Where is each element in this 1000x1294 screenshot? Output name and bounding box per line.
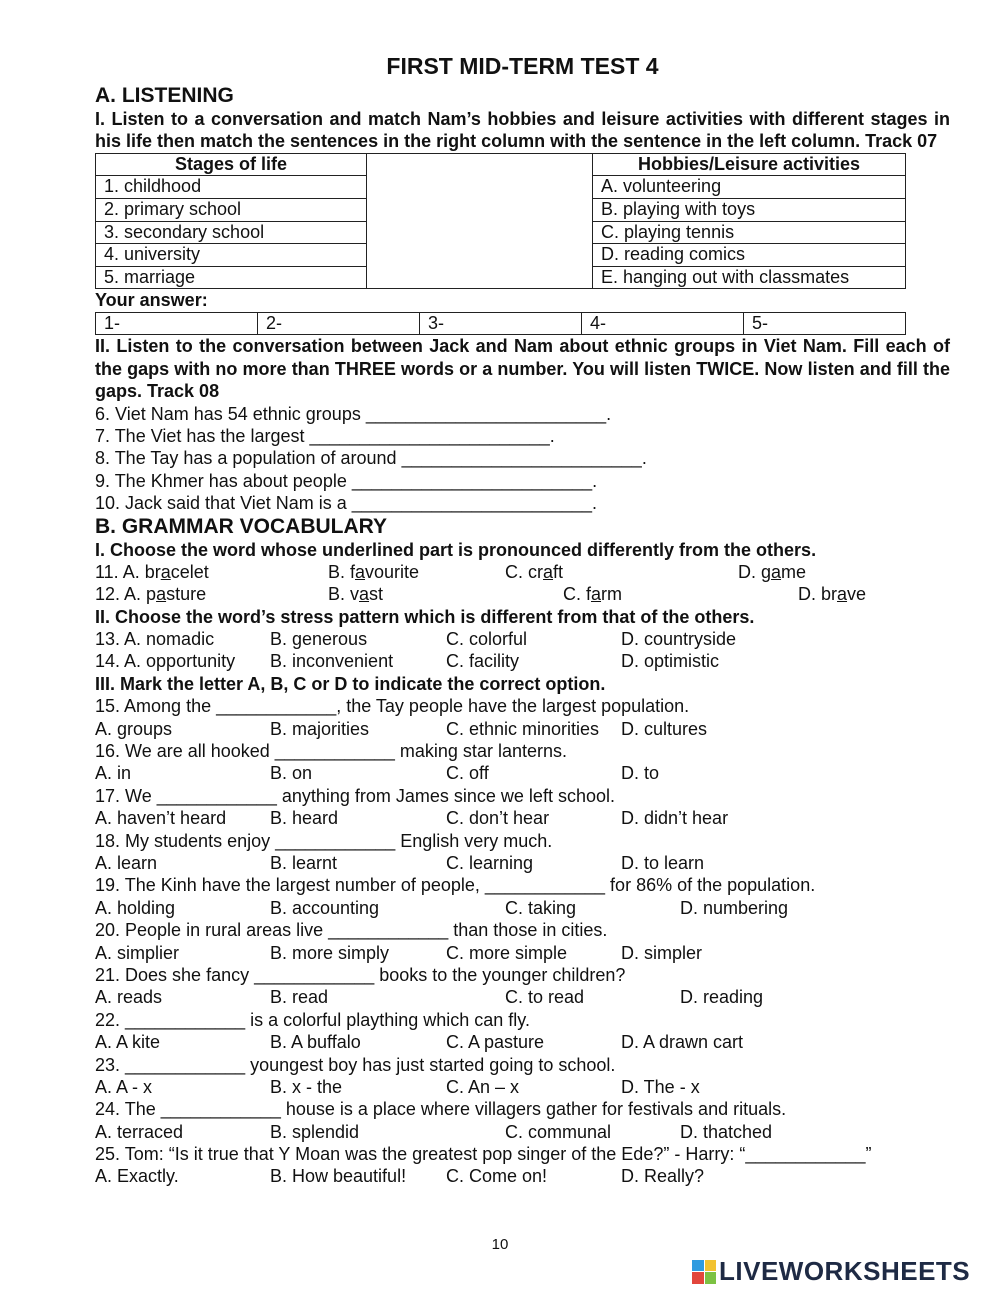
option-b[interactable]: B. more simply bbox=[270, 942, 390, 963]
option-a[interactable]: A. A kite bbox=[95, 1032, 161, 1053]
answer-field-4[interactable]: 4- bbox=[582, 312, 744, 335]
question-options bbox=[95, 807, 950, 829]
option-d[interactable]: D. reading bbox=[680, 987, 764, 1008]
question-stem: 25. Tom: “Is it true that Y Moan was the greatest pop singer of the Ede?” - Harry: “____________” bbox=[95, 1144, 872, 1165]
option-c[interactable]: C. don’t hear bbox=[446, 808, 550, 829]
option-b[interactable]: B. vast bbox=[328, 584, 384, 605]
question-options bbox=[95, 897, 950, 919]
option-a[interactable]: A. terraced bbox=[95, 1121, 184, 1142]
question-14 bbox=[95, 650, 950, 672]
question-12 bbox=[95, 583, 950, 605]
question-stem: 19. The Kinh have the largest number of people, ____________ for 86% of the population. bbox=[95, 875, 816, 896]
answer-field-2[interactable]: 2- bbox=[258, 312, 420, 335]
activity-item: C. playing tennis bbox=[593, 221, 906, 244]
option-a[interactable]: A. simplier bbox=[95, 942, 180, 963]
option-b[interactable]: B. How beautiful! bbox=[270, 1166, 407, 1187]
gap-fill-question[interactable]: 6. Viet Nam has 54 ethnic groups ________________________. bbox=[95, 403, 612, 424]
option-d[interactable]: D. thatched bbox=[680, 1121, 773, 1142]
option-a[interactable]: A. A - x bbox=[95, 1076, 153, 1097]
your-answer-label: Your answer: bbox=[95, 290, 208, 311]
option-b[interactable]: B. inconvenient bbox=[270, 651, 394, 672]
option-b[interactable]: B. accounting bbox=[270, 897, 380, 918]
matching-table bbox=[95, 153, 906, 290]
option-a[interactable]: A. reads bbox=[95, 987, 163, 1008]
gap-fill-question[interactable]: 8. The Tay has a population of around ________________________. bbox=[95, 448, 647, 469]
option-c[interactable]: C. more simple bbox=[446, 942, 568, 963]
option-c[interactable]: C. An – x bbox=[446, 1076, 520, 1097]
option-a[interactable]: A. holding bbox=[95, 897, 176, 918]
option-a[interactable]: A. Exactly. bbox=[95, 1166, 179, 1187]
option-c[interactable]: C. craft bbox=[505, 561, 564, 582]
question-options bbox=[95, 1076, 950, 1098]
option-d[interactable]: D. to bbox=[621, 763, 660, 784]
option-b[interactable]: B. heard bbox=[270, 808, 339, 829]
multiple-choice-instruction: III. Mark the letter A, B, C or D to indicate the correct option. bbox=[95, 673, 606, 694]
option-b[interactable]: B. favourite bbox=[328, 561, 420, 582]
option-b[interactable]: B. on bbox=[270, 763, 313, 784]
option-d[interactable]: D. The - x bbox=[621, 1076, 700, 1097]
stage-item: 3. secondary school bbox=[96, 221, 367, 244]
question-stem: 22. ____________ is a colorful plaything which can fly. bbox=[95, 1009, 530, 1030]
option-a[interactable]: A. in bbox=[95, 763, 132, 784]
option-d[interactable]: D. A drawn cart bbox=[621, 1032, 744, 1053]
option-b[interactable]: B. generous bbox=[270, 629, 368, 650]
logo-square bbox=[705, 1272, 717, 1284]
option-d[interactable]: D. countryside bbox=[621, 629, 737, 650]
option-c[interactable]: C. ethnic minorities bbox=[446, 718, 600, 739]
section-a-heading: A. LISTENING bbox=[95, 84, 234, 107]
option-b[interactable]: B. x - the bbox=[270, 1076, 343, 1097]
question-13 bbox=[95, 628, 950, 650]
option-c[interactable]: C. Come on! bbox=[446, 1166, 548, 1187]
question-stem: 24. The ____________ house is a place where villagers gather for festivals and rituals. bbox=[95, 1099, 787, 1120]
section-b-heading: B. GRAMMAR VOCABULARY bbox=[95, 514, 388, 538]
answer-field-5[interactable]: 5- bbox=[744, 312, 906, 335]
brand-name: LIVEWORKSHEETS bbox=[719, 1256, 971, 1286]
option-d[interactable]: D. to learn bbox=[621, 853, 705, 873]
question-options bbox=[95, 986, 950, 1008]
stage-item: 5. marriage bbox=[96, 266, 367, 289]
option-c[interactable]: C. to read bbox=[505, 987, 585, 1008]
listening-part2-instruction: II. Listen to the conversation between Jack and Nam about ethnic groups in Viet Nam. Fill each of the gaps with no more than THREE words or a number. You will listen TWICE. Now listen and fill the gaps. Track 08 bbox=[95, 336, 950, 402]
gap-fill-question[interactable]: 9. The Khmer has about people ________________________. bbox=[95, 470, 598, 491]
option-c[interactable]: C. A pasture bbox=[446, 1032, 545, 1053]
question-stem: 16. We are all hooked ____________ making star lanterns. bbox=[95, 741, 567, 762]
option-b[interactable]: B. learnt bbox=[270, 853, 338, 873]
option-c[interactable]: C. communal bbox=[505, 1121, 612, 1142]
question-stem: 20. People in rural areas live ____________ than those in cities. bbox=[95, 920, 608, 941]
option-c[interactable]: C. learning bbox=[446, 853, 534, 873]
logo-square bbox=[705, 1260, 717, 1272]
answer-field-3[interactable]: 3- bbox=[420, 312, 582, 335]
question-options bbox=[95, 1121, 950, 1143]
option-d[interactable]: D. numbering bbox=[680, 897, 789, 918]
activity-item: B. playing with toys bbox=[593, 199, 906, 222]
option-b[interactable]: B. read bbox=[270, 987, 329, 1008]
option-b[interactable]: B. A buffalo bbox=[270, 1032, 361, 1053]
answer-field-1[interactable]: 1- bbox=[96, 312, 258, 335]
listening-part1-instruction: I. Listen to a conversation and match Nam’s hobbies and leisure activities with different stages in his life then match the sentences in the right column with the sentence in the left column. Track 07 bbox=[95, 109, 950, 152]
gap-fill-question[interactable]: 10. Jack said that Viet Nam is a ________________________. bbox=[95, 493, 598, 514]
question-options bbox=[95, 718, 950, 740]
option-b[interactable]: B. splendid bbox=[270, 1121, 360, 1142]
page-title: FIRST MID-TERM TEST 4 bbox=[386, 53, 659, 79]
option-c[interactable]: C. taking bbox=[505, 897, 577, 918]
option-d[interactable]: D. game bbox=[738, 561, 807, 582]
activity-item: E. hanging out with classmates bbox=[593, 266, 906, 289]
option-a[interactable]: 11. A. bracelet bbox=[95, 561, 209, 582]
option-c[interactable]: C. colorful bbox=[446, 629, 528, 650]
stress-instruction: II. Choose the word’s stress pattern which is different from that of the others. bbox=[95, 606, 755, 627]
stage-item: 2. primary school bbox=[96, 199, 367, 222]
matching-gap-column bbox=[367, 153, 593, 289]
question-stem: 18. My students enjoy ____________ English very much. bbox=[95, 830, 553, 851]
activity-item: A. volunteering bbox=[593, 176, 906, 199]
answer-table bbox=[95, 312, 906, 336]
liveworksheets-logo-icon bbox=[692, 1260, 716, 1284]
option-a[interactable]: 13. A. nomadic bbox=[95, 629, 215, 650]
question-options bbox=[95, 1165, 950, 1187]
question-stem: 17. We ____________ anything from James since we left school. bbox=[95, 785, 615, 806]
question-11 bbox=[95, 561, 950, 583]
logo-square bbox=[692, 1260, 704, 1272]
page-number: 10 bbox=[491, 1236, 509, 1253]
option-c[interactable]: C. farm bbox=[563, 584, 623, 605]
question-options bbox=[95, 1031, 950, 1053]
stage-item: 4. university bbox=[96, 244, 367, 267]
option-a[interactable]: 14. A. opportunity bbox=[95, 651, 236, 672]
option-d[interactable]: D. didn’t hear bbox=[621, 808, 729, 829]
option-b[interactable]: B. majorities bbox=[270, 718, 370, 739]
stages-header: Stages of life bbox=[96, 153, 367, 176]
question-stem: 21. Does she fancy ____________ books to the younger children? bbox=[95, 964, 626, 985]
question-options bbox=[95, 852, 950, 874]
multiple-choice-list bbox=[95, 695, 950, 1188]
option-d[interactable]: D. brave bbox=[798, 584, 867, 605]
pronunciation-instruction: I. Choose the word whose underlined part is pronounced differently from the others. bbox=[95, 539, 817, 560]
option-d[interactable]: D. Really? bbox=[621, 1166, 705, 1187]
question-stem: 15. Among the ____________, the Tay people have the largest population. bbox=[95, 696, 690, 717]
question-options bbox=[95, 942, 950, 964]
option-a[interactable]: A. learn bbox=[95, 853, 158, 873]
option-a[interactable]: 12. A. pasture bbox=[95, 584, 207, 605]
activities-header: Hobbies/Leisure activities bbox=[593, 153, 906, 176]
option-c[interactable]: C. facility bbox=[446, 651, 520, 672]
question-stem: 23. ____________ youngest boy has just started going to school. bbox=[95, 1054, 616, 1075]
option-a[interactable]: A. groups bbox=[95, 718, 173, 739]
worksheet-page bbox=[95, 52, 950, 1188]
option-d[interactable]: D. optimistic bbox=[621, 651, 720, 672]
option-d[interactable]: D. simpler bbox=[621, 942, 703, 963]
activity-item: D. reading comics bbox=[593, 244, 906, 267]
liveworksheets-brand[interactable] bbox=[692, 1256, 970, 1287]
option-c[interactable]: C. off bbox=[446, 763, 489, 784]
gap-fill-question[interactable]: 7. The Viet has the largest ________________________. bbox=[95, 425, 555, 446]
stage-item: 1. childhood bbox=[96, 176, 367, 199]
logo-square bbox=[692, 1272, 704, 1284]
question-options bbox=[95, 762, 950, 784]
option-d[interactable]: D. cultures bbox=[621, 718, 708, 739]
option-a[interactable]: A. haven’t heard bbox=[95, 808, 227, 829]
